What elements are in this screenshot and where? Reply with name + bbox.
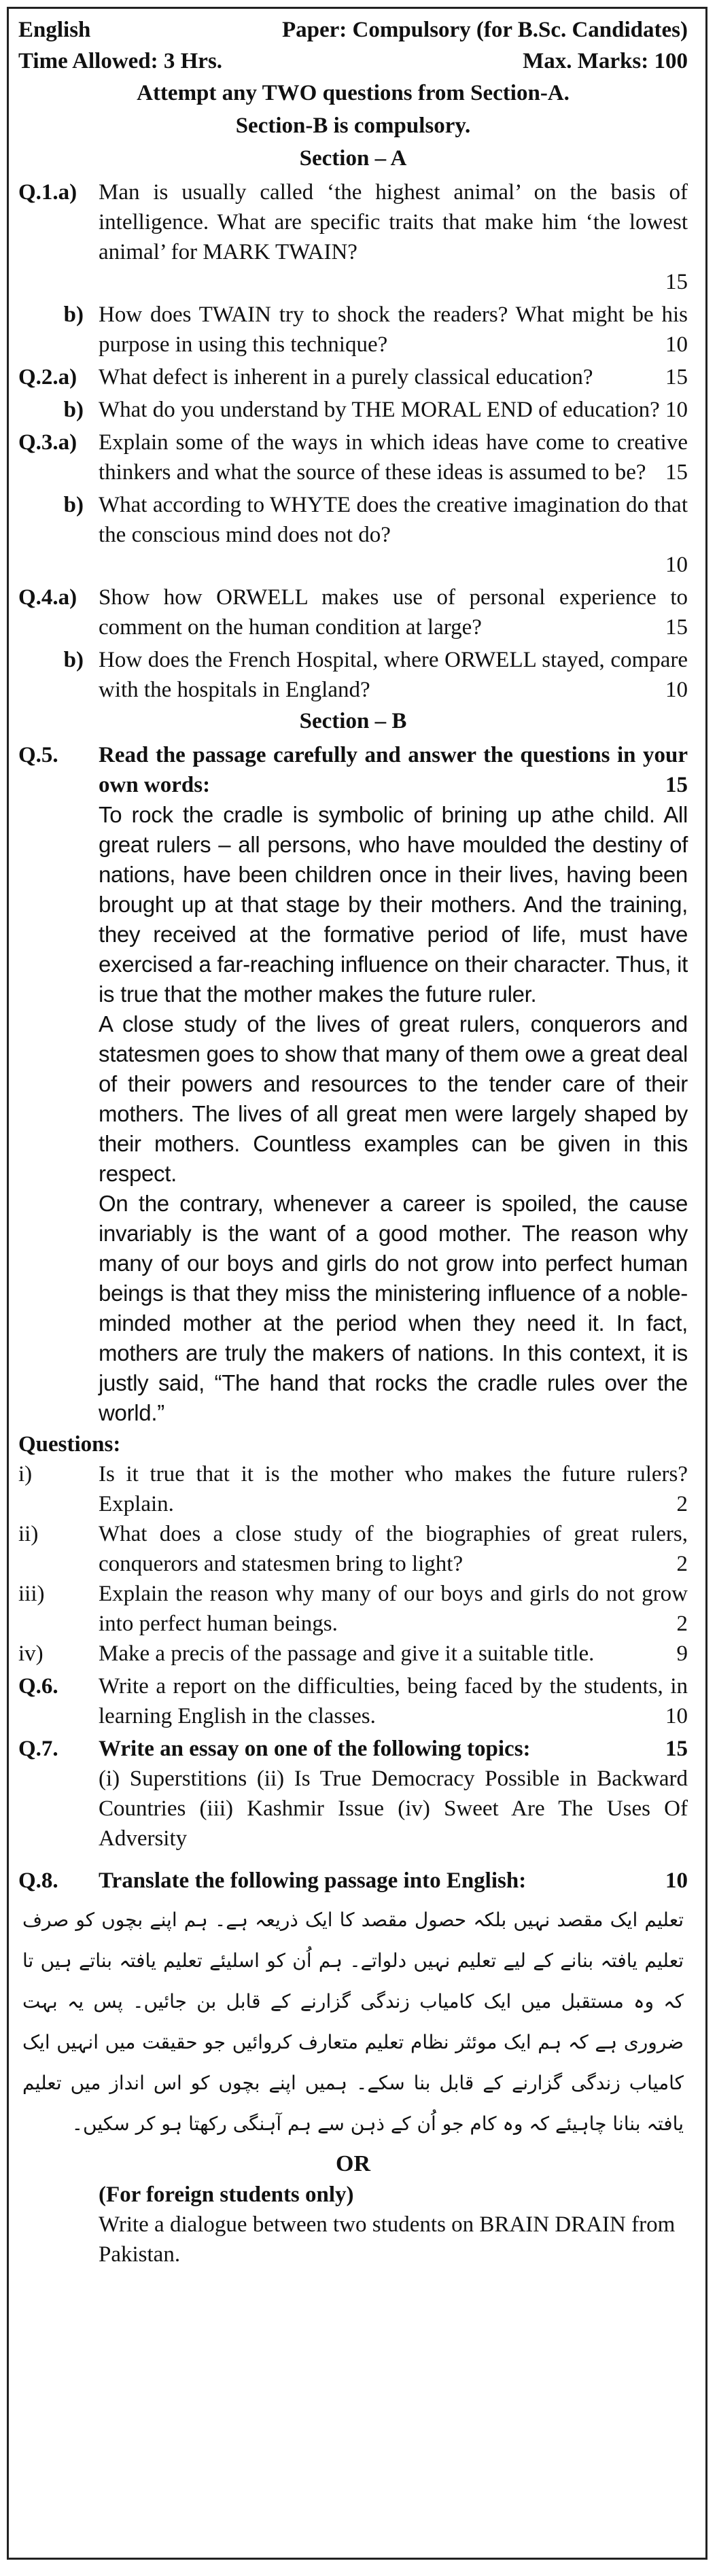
question-1b [18,300,688,360]
sub-question-ii [18,1519,688,1579]
section-b-title: Section – B [299,709,407,733]
question-text: What do you understand by THE MORAL END of education? [99,398,660,422]
instruction-line-2: Section-B is compulsory. [235,114,471,138]
question-1a [18,177,688,297]
sub-question-number: iii) [18,1582,45,1606]
sub-question-number: i) [18,1462,33,1486]
questions-label: Questions: [18,1432,121,1457]
question-marks: 10 [665,678,688,702]
question-7 [18,1734,688,1853]
or-label: OR [336,2151,370,2176]
question-5 [18,740,688,800]
question-number: Q.8. [18,1868,58,1893]
question-marks: 10 [665,1868,688,1893]
question-text: Read the passage carefully and answer the questions in your own words: [99,743,688,797]
max-marks: Max. Marks: 100 [523,49,688,73]
header-row-2 [18,46,688,77]
question-text: Write an essay on one of the following topics: [99,1737,531,1761]
sub-question-marks: 2 [676,1552,688,1576]
sub-question-number: iv) [18,1641,43,1666]
instruction-line-1: Attempt any TWO questions from Section-A. [137,81,570,105]
question-number: b) [63,398,84,422]
question-4b [18,645,688,705]
question-marks: 15 [665,615,688,640]
passage-paragraph-2: A close study of the lives of great rulers, conquerors and statesmen goes to show that many of them owe a great deal of their powers and resources to the tender care of their mothers. The lives of all great men were largely shaped by their mothers. Countless examples can be given in this respect. [99,1011,688,1186]
sub-question-marks: 2 [676,1492,688,1516]
question-number: Q.1.a) [18,180,77,205]
question-marks: 10 [665,553,688,577]
question-2b [18,395,688,425]
passage-paragraph-3: On the contrary, whenever a career is spoiled, the cause invariably is the want of a good mother. The reason why many of our boys and girls do not grow into perfect human beings is that they miss the ministering influence of a noble-minded mother at the period when they need it. In fact, mothers are truly the makers of nations. In this context, it is justly said, “The hand that rocks the cradle rules over the world.” [99,1191,688,1425]
question-text: How does TWAIN try to shock the readers? What might be his purpose in using this technique? [99,302,688,357]
paper-title: Paper: Compulsory (for B.Sc. Candidates) [281,18,688,42]
question-text: Explain some of the ways in which ideas have come to creative thinkers and what the source of these ideas is assumed to be? [99,430,688,485]
question-number: b) [63,302,84,327]
question-text: What according to WHYTE does the creative imagination do that the conscious mind does not do? [99,493,688,547]
sub-question-number: ii) [18,1522,39,1546]
question-marks: 10 [665,1704,688,1728]
question-text: Show how ORWELL makes use of personal experience to comment on the human condition at large? [99,585,688,640]
question-number: Q.3.a) [18,430,77,455]
question-4a [18,582,688,642]
question-number: Q.6. [18,1674,58,1699]
question-marks: 15 [665,270,688,294]
essay-topics: (i) Superstitions (ii) Is True Democracy Possible in Backward Countries (iii) Kashmir Issue (iv) Sweet Are The Uses Of Adversity [99,1766,688,1851]
sub-question-text: What does a close study of the biographies of great rulers, conquerors and statesmen bring to light? [99,1522,688,1576]
sub-question-marks: 9 [676,1641,688,1666]
foreign-students-label: (For foreign students only) [99,2182,354,2207]
question-text: Translate the following passage into English: [99,1868,527,1893]
question-text: What defect is inherent in a purely classical education? [99,365,593,389]
sub-question-i [18,1459,688,1519]
time-allowed: Time Allowed: 3 Hrs. [18,49,223,73]
question-text: Man is usually called ‘the highest animal’ on the basis of intelligence. What are specific traits that make him ‘the lowest animal’ for MARK TWAIN? [99,180,688,264]
question-marks: 15 [665,773,688,797]
question-3b [18,490,688,580]
sub-question-text: Is it true that it is the mother who makes the future rulers? Explain. [99,1462,688,1516]
sub-question-marks: 2 [676,1612,688,1636]
subject-label: English [18,18,91,42]
question-text: How does the French Hospital, where ORWELL stayed, compare with the hospitals in England? [99,648,688,702]
section-a-title: Section – A [299,146,407,171]
question-number: Q.4.a) [18,585,77,610]
question-3a [18,428,688,487]
passage-paragraph-1: To rock the cradle is symbolic of brining up athe child. All great rulers – all persons, who have moulded the destiny of nations, have been children once in their lives, having been brought up at that stage by their mothers. And the training, they received at the formative period of life, must have exercised a far-reaching influence on their character. Thus, it is true that the mother makes the future ruler. [99,802,688,1007]
question-marks: 15 [665,1737,688,1761]
question-6 [18,1671,688,1731]
sub-question-iv [18,1639,688,1669]
question-marks: 10 [665,332,688,357]
question-number: b) [63,493,84,517]
question-number: Q.2.a) [18,365,77,389]
sub-question-iii [18,1579,688,1639]
question-text: Write a report on the difficulties, being faced by the students, in learning English in the classes. [99,1674,688,1728]
header-row-1 [18,14,688,46]
question-8 [18,1866,688,1896]
question-marks: 10 [665,398,688,422]
comprehension-passage [99,800,688,1428]
question-number: Q.7. [18,1737,58,1761]
sub-question-text: Explain the reason why many of our boys and girls do not grow into perfect human beings. [99,1582,688,1636]
question-2a [18,362,688,392]
foreign-students-question: Write a dialogue between two students on BRAIN DRAIN from Pakistan. [99,2212,676,2267]
question-number: b) [63,648,84,672]
urdu-passage: تعلیم ایک مقصد نہیں بلکہ حصول مقصد کا ایک ذریعہ ہے۔ ہم اپنے بچوں کو صرف تعلیم یافتہ بنانے کے لیے تعلیم نہیں دلواتے۔ ہم اُن کو اسلیئے تعلیم یافتہ بناتے ہیں تا کہ وہ مستقبل میں ایک کامیاب زندگی گزارنے کے قابل بن جائیں۔ پس یہ بہت ضروری ہے کہ ہم ایک موئثر نظام تعلیم متعارف کروائیں جو حقیقت میں انہیں ایک کامیاب زندگی گزارنے کے قابل بنا سکے۔ ہمیں اپنے بچوں کو اس انداز میں تعلیم یافتہ بنانا چاہیئے کہ وہ کام جو اُن کے ذہن سے ہم آہنگی رکھتا ہو کر سکیں۔ [22,1909,684,2135]
sub-question-text: Make a precis of the passage and give it a suitable title. [99,1641,595,1666]
question-number: Q.5. [18,743,58,767]
exam-paper [7,7,707,2560]
question-marks: 15 [665,365,688,389]
question-marks: 15 [665,460,688,485]
